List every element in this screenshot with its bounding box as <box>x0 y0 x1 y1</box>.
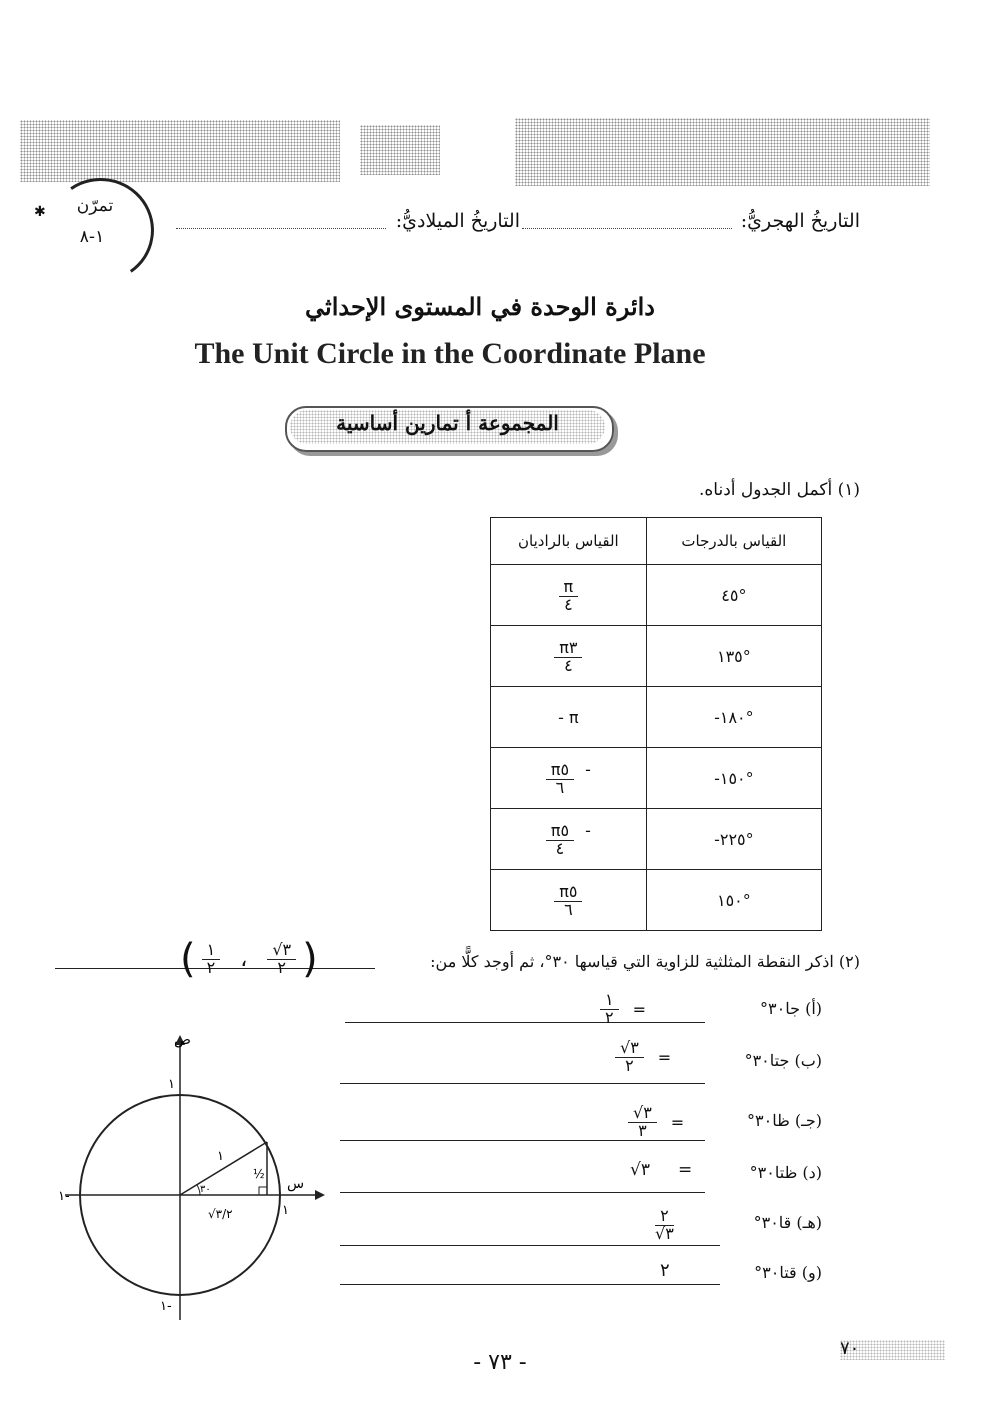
degree-value: -١٥٠° <box>646 748 821 809</box>
corner-mark: ٧٠ <box>840 1338 860 1359</box>
radian-sign: - <box>585 759 591 779</box>
q2-item-f <box>754 1252 822 1292</box>
title-arabic: دائرة الوحدة في المستوى الإحداثي <box>305 292 655 321</box>
comma: ، <box>240 946 248 972</box>
radian-fraction: $\frac{\pi ٥}{٦}$ <box>554 884 582 919</box>
adjacent-label: √٣/٢ <box>208 1207 233 1221</box>
degree-value: ٤٥° <box>646 565 821 626</box>
gregorian-date-label: التاريخُ الميلاديُّ: <box>395 210 520 232</box>
badge-number: ١-٨ <box>79 227 105 247</box>
radian-fraction: $\frac{\pi}{٤}$ <box>559 579 579 614</box>
y-axis-label: ص <box>174 1032 191 1048</box>
degree-value: -١٨٠° <box>646 687 821 748</box>
x-axis-label: س <box>287 1176 305 1192</box>
table-row <box>491 687 822 748</box>
right-angle-mark <box>259 1187 267 1195</box>
x-axis-arrow <box>315 1190 325 1200</box>
item-b-answer: $\frac{√٣}{٢}$ = <box>615 1040 671 1075</box>
hijri-date-label: التاريخُ الهجريُّ: <box>740 210 860 232</box>
q2-item-d <box>750 1152 822 1192</box>
y-bottom-label: ١- <box>160 1299 172 1314</box>
radian-answer[interactable] <box>491 687 647 748</box>
hijri-date-line[interactable] <box>522 228 732 229</box>
item-a-line[interactable] <box>345 1022 705 1023</box>
item-label: (هـ) قا٣٠° <box>753 1212 822 1232</box>
item-label: (ب) جتا٣٠° <box>744 1050 822 1070</box>
q2-point-answer <box>180 936 318 982</box>
conversion-table <box>490 517 822 931</box>
item-f-answer: ٢ <box>660 1260 670 1281</box>
radian-fraction: $\frac{\pi ٥}{٦}$ <box>546 762 574 797</box>
radian-answer[interactable] <box>491 626 647 687</box>
item-e-line[interactable] <box>340 1245 720 1246</box>
item-label: (و) قتا٣٠° <box>754 1262 822 1282</box>
degree-value: ١٣٥° <box>646 626 821 687</box>
radian-sign: - <box>585 820 591 840</box>
page-number: - ٧٣ - <box>473 1350 527 1375</box>
table-row <box>491 565 822 626</box>
x-left-label: ١- <box>58 1189 70 1204</box>
item-d-line[interactable] <box>340 1192 705 1193</box>
item-label: (جـ) ظا٣٠° <box>747 1110 822 1130</box>
table-row <box>491 626 822 687</box>
q2-item-a <box>760 988 822 1028</box>
badge-title: تمرّن <box>76 196 114 216</box>
item-label: (د) ظتا٣٠° <box>749 1162 822 1182</box>
header-degrees: القياس بالدرجات <box>646 518 821 565</box>
table-row <box>491 870 822 931</box>
paren-close: ) <box>302 936 318 982</box>
radian-answer[interactable] <box>491 565 647 626</box>
q1-prompt: (١) أكمل الجدول أدناه. <box>698 480 860 500</box>
q2-item-e <box>754 1202 822 1242</box>
opposite-label: ½ <box>253 1167 265 1181</box>
table-row <box>491 809 822 870</box>
q2-item-c <box>747 1100 822 1140</box>
item-e-answer: $\frac{٢}{√٣}$ <box>655 1206 674 1243</box>
point-y-fraction: $\frac{١}{٢}$ <box>202 942 221 977</box>
gregorian-date-line[interactable] <box>176 228 386 229</box>
y-top-label: ١ <box>168 1077 175 1092</box>
header-radians: القياس بالراديان <box>491 518 647 565</box>
radian-plain: - π <box>558 707 579 727</box>
radian-answer[interactable] <box>491 809 647 870</box>
x-right-label: ١ <box>282 1203 289 1218</box>
title-english: The Unit Circle in the Coordinate Plane <box>194 337 706 370</box>
paren-open: ( <box>180 936 196 982</box>
radian-answer[interactable] <box>491 870 647 931</box>
radian-fraction: $\frac{\pi ٣}{٤}$ <box>554 640 582 675</box>
item-c-answer: $\frac{√٣}{٣}$ = <box>628 1105 684 1140</box>
unit-circle-diagram <box>40 1030 330 1330</box>
degree-value: ١٥٠° <box>646 870 821 931</box>
radius-label: ١ <box>217 1149 224 1164</box>
q2-prompt: (٢) اذكر النقطة المثلثية للزاوية التي قياسها ٣٠°، ثم أوجد كلًّا من: <box>430 952 860 971</box>
star-icon: ✱ <box>34 204 46 220</box>
item-label: (أ) جا٣٠° <box>760 998 822 1018</box>
item-d-answer: √٣ = <box>630 1160 693 1180</box>
group-banner-text: المجموعة أ تمارين أساسية <box>336 411 559 435</box>
item-c-line[interactable] <box>340 1140 705 1141</box>
header-banner-right <box>515 118 930 186</box>
item-f-line[interactable] <box>340 1284 720 1285</box>
degree-value: -٢٢٥° <box>646 809 821 870</box>
table-row <box>491 748 822 809</box>
angle-label: ٣٠ <box>200 1184 211 1195</box>
radian-answer[interactable] <box>491 748 647 809</box>
q2-item-b <box>745 1040 822 1080</box>
radian-fraction: $\frac{\pi ٥}{٤}$ <box>546 823 574 858</box>
header-banner-middle <box>360 125 440 175</box>
item-a-answer: $\frac{١}{٢}$ = <box>600 992 646 1027</box>
header-banner-left <box>20 120 340 182</box>
point-x-fraction: $\frac{√٣}{٢}$ <box>267 942 296 977</box>
item-b-line[interactable] <box>340 1083 705 1084</box>
